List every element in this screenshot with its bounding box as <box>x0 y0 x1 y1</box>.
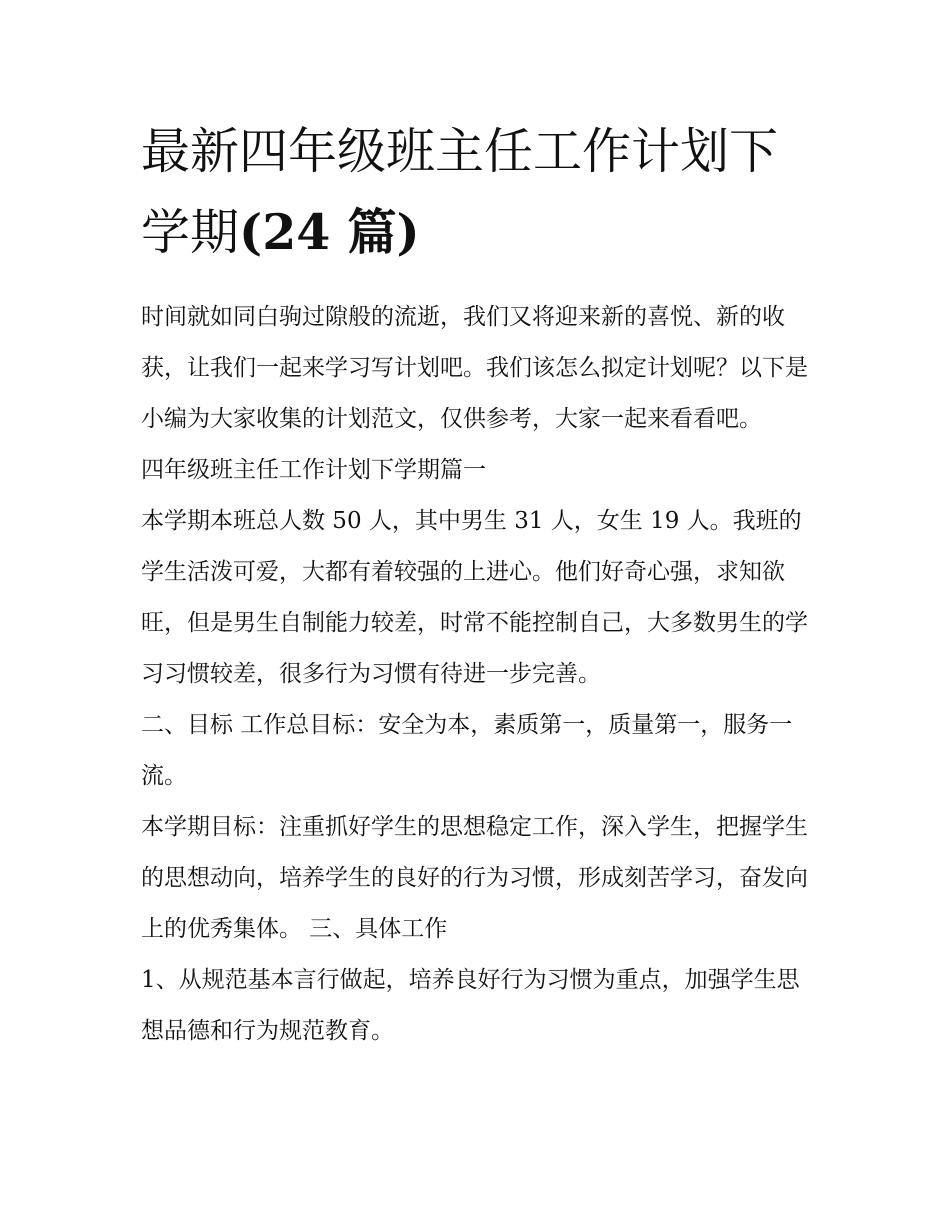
document-title <box>141 112 813 273</box>
work-item-paragraph: 1、从规范基本言行做起，培养良好行为习惯为重点，加强学生思想品德和行为规范教育。 <box>141 967 800 1044</box>
class-overview-paragraph: 本学期本班总人数 50 人，其中男生 31 人，女生 19 人。我班的学生活泼可爱，大都有着较强的上进心。他们好奇心强，求知欲旺，但是男生自制能力较差，时常不能控制自己，大多数男生的学习习惯较差，很多行为习惯有待进一步完善。 <box>141 508 808 687</box>
document-page <box>141 112 813 1057</box>
section-heading: 四年级班主任工作计划下学期篇一 <box>141 457 486 483</box>
goals-paragraph: 二、目标 工作总目标：安全为本，素质第一，质量第一，服务一流。 <box>141 712 793 789</box>
semester-goals-paragraph: 本学期目标：注重抓好学生的思想稳定工作，深入学生，把握学生的思想动向，培养学生的良好的行为习惯，形成刻苦学习，奋发向上的优秀集体。 三、具体工作 <box>141 814 808 942</box>
document-title-suffix: (24 篇) <box>239 203 420 261</box>
intro-paragraph: 时间就如同白驹过隙般的流逝，我们又将迎来新的喜悦、新的收获，让我们一起来学习写计划吧。我们该怎么拟定计划呢？以下是小编为大家收集的计划范文，仅供参考，大家一起来看看吧。 <box>141 304 808 432</box>
document-title-main: 最新四年级班主任工作计划下学期 <box>141 123 779 261</box>
